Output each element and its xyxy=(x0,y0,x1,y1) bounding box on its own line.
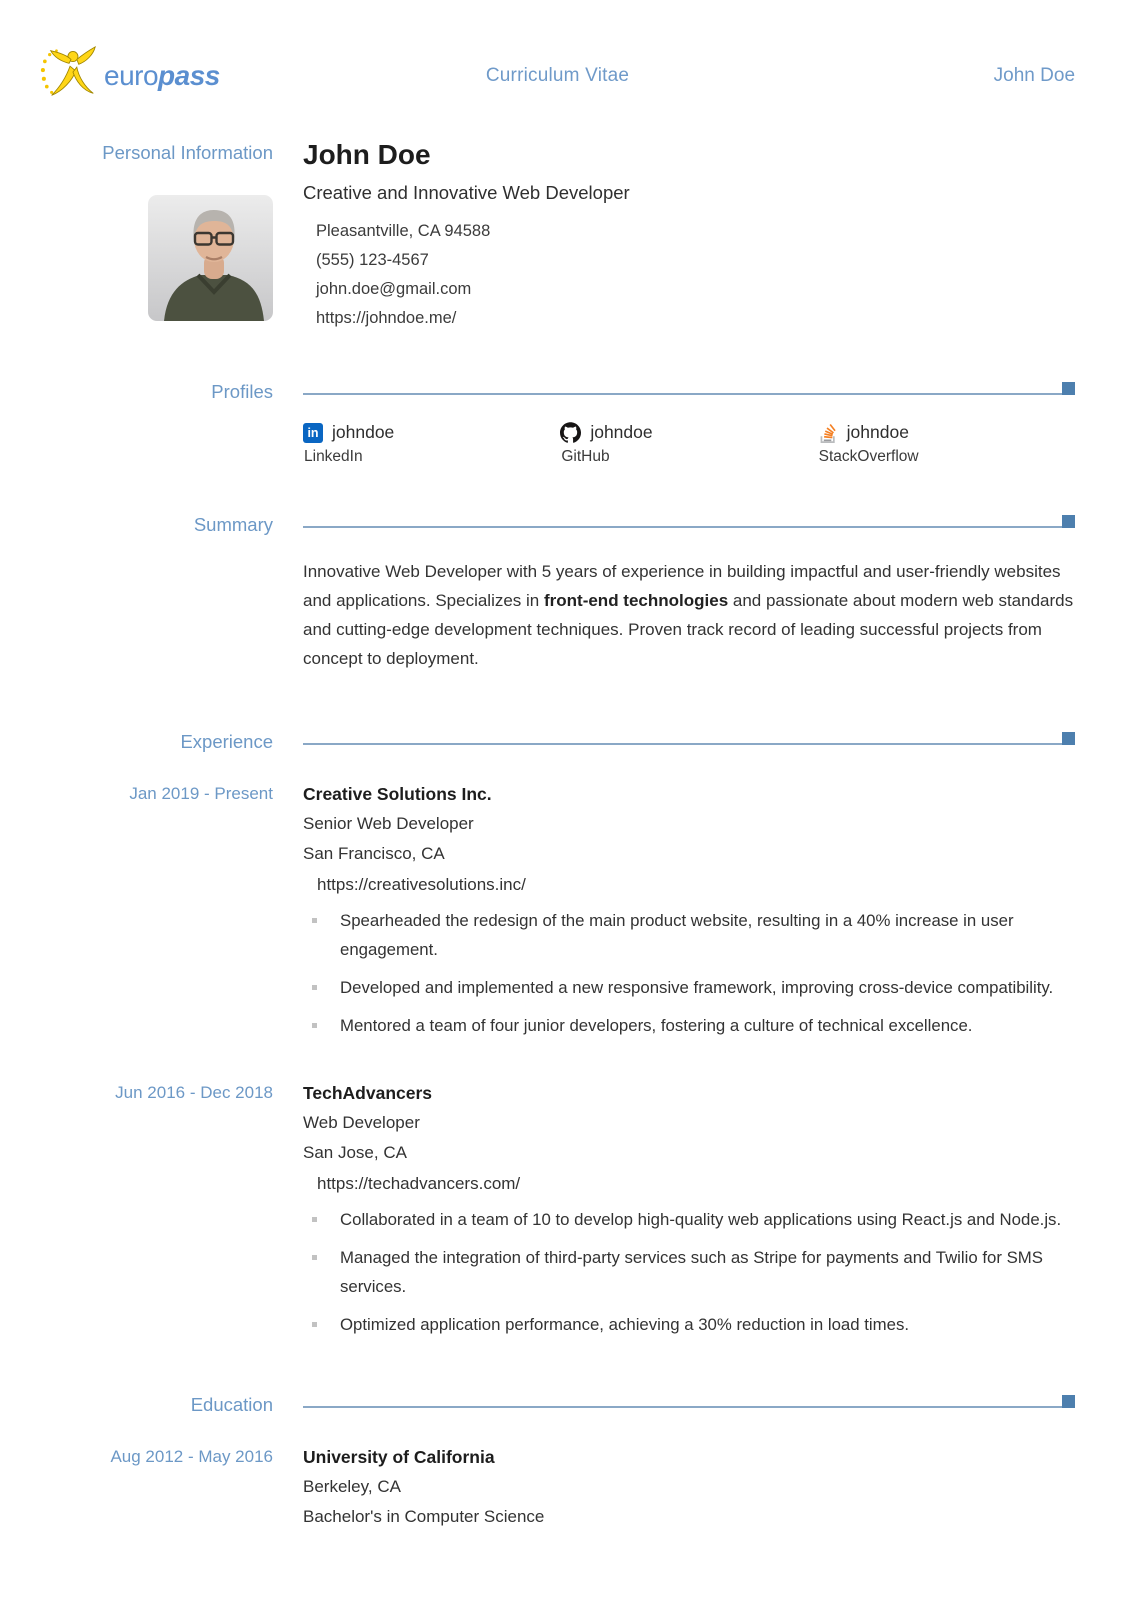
job-dates: Jan 2019 - Present xyxy=(129,784,273,803)
bullet-text: Optimized application performance, achieving a 30% reduction in load times. xyxy=(340,1315,910,1334)
bullet-item xyxy=(303,1310,1075,1339)
bullet-text: Collaborated in a team of 10 to develop high-quality web applications using React.js and Node.js. xyxy=(340,1210,1062,1229)
contact-block xyxy=(303,217,1075,333)
europass-wordmark xyxy=(104,59,220,91)
education-entry-1 xyxy=(40,1443,1075,1531)
profiles-section xyxy=(40,379,1075,466)
experience-section xyxy=(40,729,1075,1348)
job-url[interactable]: https://creativesolutions.inc/ xyxy=(317,875,526,894)
job-bullets xyxy=(303,906,1075,1040)
bullet-item xyxy=(303,1243,1075,1301)
stackoverflow-network-label: StackOverflow xyxy=(818,448,919,465)
job-title: Senior Web Developer xyxy=(303,814,474,833)
summary-bold-text: front-end technologies xyxy=(543,591,729,610)
experience-label: Experience xyxy=(180,731,273,752)
profile-linkedin xyxy=(303,422,560,466)
bullet-marker-icon xyxy=(312,1322,317,1327)
logo-euro-text: euro xyxy=(104,59,159,91)
section-rule xyxy=(303,743,1075,745)
document-title: Curriculum Vitae xyxy=(485,64,630,86)
bullet-text: Developed and implemented a new responsive framework, improving cross-device compatibility. xyxy=(340,978,1054,997)
job-bullets xyxy=(303,1205,1075,1339)
europass-star-figure-icon xyxy=(40,45,102,106)
education-label: Education xyxy=(190,1394,273,1415)
bullet-text: Mentored a team of four junior developers, fostering a culture of technical excellence. xyxy=(340,1016,973,1035)
job-location: San Francisco, CA xyxy=(303,843,445,863)
summary-text-1: Innovative Web Developer with 5 years of experience in building impactful and user-friendly websites and applications. Specializes in xyxy=(303,562,1061,610)
experience-entry-2 xyxy=(40,1079,1075,1348)
person-name: John Doe xyxy=(303,139,431,170)
job-dates: Jun 2016 - Dec 2018 xyxy=(115,1083,273,1102)
stackoverflow-username[interactable]: johndoe xyxy=(846,422,909,442)
section-rule-square xyxy=(1062,515,1075,528)
linkedin-username[interactable]: johndoe xyxy=(332,422,395,442)
bullet-marker-icon xyxy=(312,1023,317,1028)
linkedin-icon: in xyxy=(303,423,323,443)
profile-photo xyxy=(148,195,273,321)
bullet-text: Managed the integration of third-party services such as Stripe for payments and Twilio for SMS services. xyxy=(340,1248,1043,1296)
section-rule-square xyxy=(1062,382,1075,395)
section-rule-square xyxy=(1062,732,1075,745)
logo-pass-text: pass xyxy=(158,59,220,91)
summary-text-2: and passionate about modern web standards and cutting-edge development techniques. Proven track record of leading successful projects from concept to deployment. xyxy=(303,591,1074,668)
job-title: Web Developer xyxy=(303,1113,420,1132)
section-rule xyxy=(303,393,1075,395)
bullet-item xyxy=(303,1011,1075,1040)
summary-label: Summary xyxy=(193,514,273,535)
person-headline: Creative and Innovative Web Developer xyxy=(303,182,630,203)
profiles-grid xyxy=(303,422,1075,466)
header xyxy=(40,45,1075,106)
bullet-item xyxy=(303,906,1075,964)
experience-entry-1 xyxy=(40,780,1075,1049)
profiles-label: Profiles xyxy=(211,381,273,402)
contact-address: Pleasantville, CA 94588 xyxy=(316,222,491,240)
github-network-label: GitHub xyxy=(561,448,610,465)
job-url[interactable]: https://techadvancers.com/ xyxy=(317,1174,521,1193)
education-school: University of California xyxy=(303,1447,495,1467)
job-company: Creative Solutions Inc. xyxy=(303,784,492,804)
education-degree: Bachelor's in Computer Science xyxy=(303,1506,545,1526)
bullet-item xyxy=(303,973,1075,1002)
bullet-marker-icon xyxy=(312,985,317,990)
linkedin-network-label: LinkedIn xyxy=(304,448,363,465)
bullet-text: Spearheaded the redesign of the main product website, resulting in a 40% increase in user engagement. xyxy=(340,911,1014,959)
job-location: San Jose, CA xyxy=(303,1142,407,1162)
github-icon xyxy=(560,422,581,443)
stackoverflow-icon xyxy=(818,423,838,443)
profile-stackoverflow xyxy=(818,422,1075,466)
summary-paragraph xyxy=(303,557,1075,673)
summary-section xyxy=(40,512,1075,673)
section-rule xyxy=(303,1406,1075,1408)
header-person-name: John Doe xyxy=(993,64,1076,86)
bullet-marker-icon xyxy=(312,1217,317,1222)
personal-information-section xyxy=(40,140,1075,333)
contact-phone: (555) 123-4567 xyxy=(316,251,429,269)
contact-website[interactable]: https://johndoe.me/ xyxy=(316,309,457,327)
education-location: Berkeley, CA xyxy=(303,1477,401,1496)
europass-logo xyxy=(40,45,220,106)
github-username[interactable]: johndoe xyxy=(590,422,653,442)
education-section xyxy=(40,1392,1075,1531)
personal-information-label: Personal Information xyxy=(102,142,273,163)
bullet-marker-icon xyxy=(312,1255,317,1260)
contact-email[interactable]: john.doe@gmail.com xyxy=(316,280,472,298)
education-dates: Aug 2012 - May 2016 xyxy=(110,1447,273,1466)
header-left xyxy=(40,45,486,106)
profile-github xyxy=(560,422,817,466)
bullet-marker-icon xyxy=(312,918,317,923)
bullet-item xyxy=(303,1205,1075,1234)
section-rule xyxy=(303,526,1075,528)
section-rule-square xyxy=(1062,1395,1075,1408)
job-company: TechAdvancers xyxy=(303,1083,433,1103)
